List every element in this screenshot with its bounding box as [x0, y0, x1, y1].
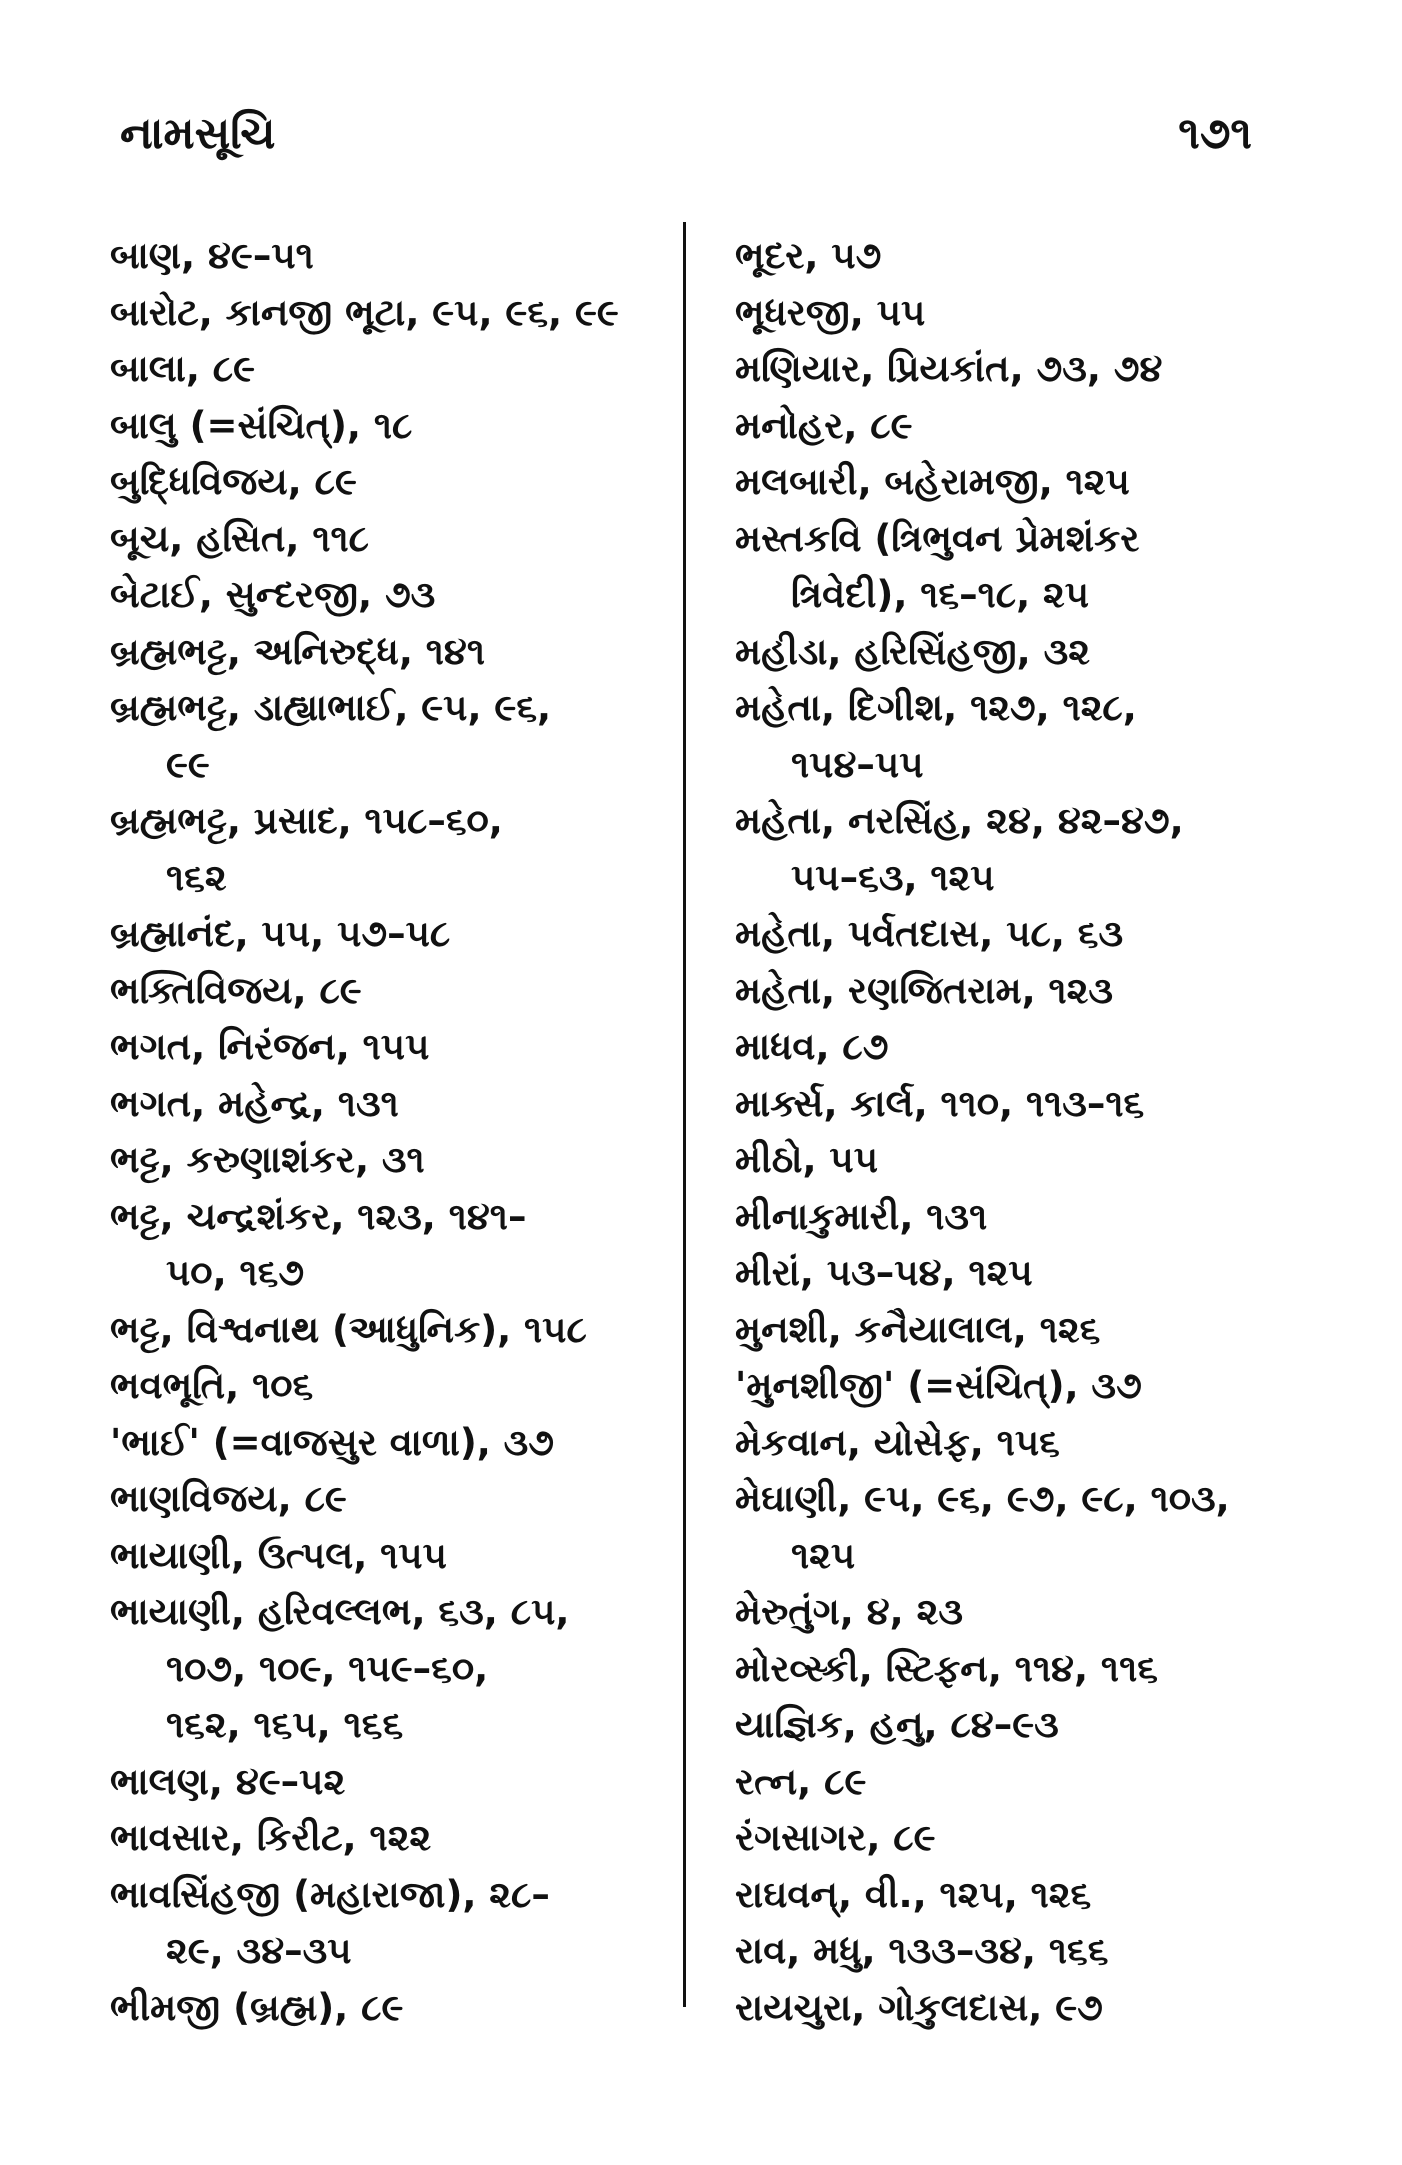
index-entry: 'મુનશીજી' (=સંચિત્), ૩૭ [735, 1364, 1142, 1407]
index-entry: મણિયાર, પ્રિયકાંત, ૭૩, ૭૪ [735, 347, 1163, 390]
index-entry: બાલા, ૮૯ [110, 347, 256, 390]
index-entry: બાલુ (=સંચિત્), ૧૮ [110, 403, 413, 447]
index-entry: બૂચ, હસિત, ૧૧૮ [110, 516, 369, 560]
index-entry: મહેતા, નરસિંહ, ૨૪, ૪૨–૪૭, [735, 799, 1184, 842]
index-entry: રાવ, મધુ, ૧૩૩–૩૪, ૧૬૬ [735, 1929, 1109, 1972]
index-entry-continuation: ૯૯ [166, 742, 210, 786]
index-entry: મેરુતુંગ, ૪, ૨૩ [735, 1590, 963, 1633]
index-entry-continuation: ત્રિવેદી), ૧૬–૧૮, ૨૫ [791, 573, 1090, 616]
index-entry: બુદ્ધિવિજય, ૮૯ [110, 460, 357, 503]
index-entry: રાઘવન્, વી., ૧૨૫, ૧૨૬ [735, 1872, 1092, 1916]
index-entry: મનોહર, ૮૯ [735, 403, 913, 447]
index-column-right [735, 228, 1295, 2036]
index-entry: મેઘાણી, ૯૫, ૯૬, ૯૭, ૯૮, ૧૦૩, [735, 1477, 1230, 1520]
index-entry: ભાવસિંહજી (મહારાજા), ૨૮– [110, 1872, 550, 1916]
index-entry: બ્રહ્મભટ્ટ, અનિરુદ્ધ, ૧૪૧ [110, 629, 485, 673]
index-entry-continuation: ૫૦, ૧૬૭ [166, 1251, 305, 1294]
index-entry: બાણ, ૪૯–૫૧ [110, 234, 314, 277]
index-entry-continuation: ૧૬૨, ૧૬૫, ૧૬૬ [166, 1703, 404, 1746]
index-entry: મસ્તકવિ (ત્રિભુવન પ્રેમશંકર [735, 516, 1140, 560]
index-entry: મલબારી, બહેરામજી, ૧૨૫ [735, 460, 1130, 503]
index-entry-continuation: ૫૫–૬૩, ૧૨૫ [791, 855, 995, 899]
index-entry: ભટ્ટ, ચન્દ્રશંકર, ૧૨૩, ૧૪૧– [110, 1194, 527, 1238]
index-column-left [110, 228, 690, 2036]
index-entry: ભૂદર, ૫૭ [735, 234, 882, 277]
index-entry: ભાલણ, ૪૯–૫૨ [110, 1759, 346, 1803]
index-entry: મીઠો, ૫૫ [735, 1138, 879, 1181]
index-entry: મહેતા, પર્વતદાસ, ૫૮, ૬૩ [735, 912, 1124, 955]
index-entry: ભાયાણી, ઉત્પલ, ૧૫૫ [110, 1533, 447, 1577]
index-entry: મહેતા, રણજિતરામ, ૧૨૩ [735, 968, 1113, 1012]
index-entry: મહીડા, હરિસિંહજી, ૩૨ [735, 629, 1090, 673]
index-entry: ભાયાણી, હરિવલ્લભ, ૬૩, ૮૫, [110, 1590, 570, 1633]
index-entry: ભવભૂતિ, ૧૦૬ [110, 1364, 314, 1407]
index-entry: રંગસાગર, ૮૯ [735, 1816, 936, 1859]
index-entry-continuation: ૧૬૨ [166, 855, 227, 899]
index-entry: મુનશી, કનૈયાલાલ, ૧૨૬ [735, 1307, 1101, 1351]
index-entry: 'ભાઈ' (=વાજસુર વાળા), ૩૭ [110, 1420, 555, 1464]
index-entry: મીનાકુમારી, ૧૩૧ [735, 1194, 988, 1238]
index-entry: ભગત, નિરંજન, ૧૫૫ [110, 1025, 430, 1068]
index-entry: ભીમજી (બ્રહ્મ), ૮૯ [110, 1985, 404, 2029]
index-entry: રાયચુરા, ગોકુલદાસ, ૯૭ [735, 1985, 1103, 2029]
index-entry: ભટ્ટ, વિશ્વનાથ (આધુનિક), ૧૫૮ [110, 1307, 587, 1351]
index-entry: બારોટ, કાનજી ભૂટા, ૯૫, ૯૬, ૯૯ [110, 290, 619, 334]
index-entry-continuation: ૧૦૭, ૧૦૯, ૧૫૯–૬૦, [166, 1646, 489, 1690]
index-entry: ભગત, મહેન્દ્ર, ૧૩૧ [110, 1081, 399, 1125]
running-header-title: નામસૂચિ [120, 108, 276, 159]
index-entry: ભાવસાર, કિરીટ, ૧૨૨ [110, 1816, 432, 1859]
index-entry: મેકવાન, યોસેફ, ૧૫૬ [735, 1420, 1060, 1464]
index-entry: ભક્તિવિજય, ૮૯ [110, 968, 362, 1012]
index-entry-continuation: ૨૯, ૩૪–૩૫ [166, 1929, 352, 1972]
index-entry: ભાણવિજય, ૮૯ [110, 1477, 347, 1520]
column-divider [683, 222, 686, 2007]
index-entry: ભટ્ટ, કરુણાશંકર, ૩૧ [110, 1138, 425, 1181]
index-entry: બ્રહ્મભટ્ટ, ડાહ્યાભાઈ, ૯૫, ૯૬, [110, 686, 552, 729]
index-entry-continuation: ૧૫૪–૫૫ [791, 742, 924, 786]
index-entry: બેટાઈ, સુન્દરજી, ૭૩ [110, 573, 436, 616]
index-entry-continuation: ૧૨૫ [791, 1533, 856, 1577]
index-entry: મીરાં, ૫૩–૫૪, ૧૨૫ [735, 1251, 1033, 1294]
index-entry: મોરવ્સ્કી, સ્ટિફન, ૧૧૪, ૧૧૬ [735, 1646, 1158, 1690]
index-entry: બ્રહ્માનંદ, ૫૫, ૫૭–૫૮ [110, 912, 451, 955]
index-entry: રત્ન, ૮૯ [735, 1759, 867, 1803]
page-number: ૧૭૧ [1178, 108, 1252, 159]
index-entry: માર્ક્સ, કાર્લ, ૧૧૦, ૧૧૩–૧૬ [735, 1081, 1145, 1125]
index-entry: ભૂધરજી, ૫૫ [735, 290, 926, 334]
index-entry: યાજ્ઞિક, હનુ, ૮૪–૯૩ [735, 1703, 1059, 1746]
index-entry: મહેતા, દિગીશ, ૧૨૭, ૧૨૮, [735, 686, 1137, 729]
index-entry: માધવ, ૮૭ [735, 1025, 889, 1068]
index-entry: બ્રહ્મભટ્ટ, પ્રસાદ, ૧૫૮–૬૦, [110, 799, 503, 842]
